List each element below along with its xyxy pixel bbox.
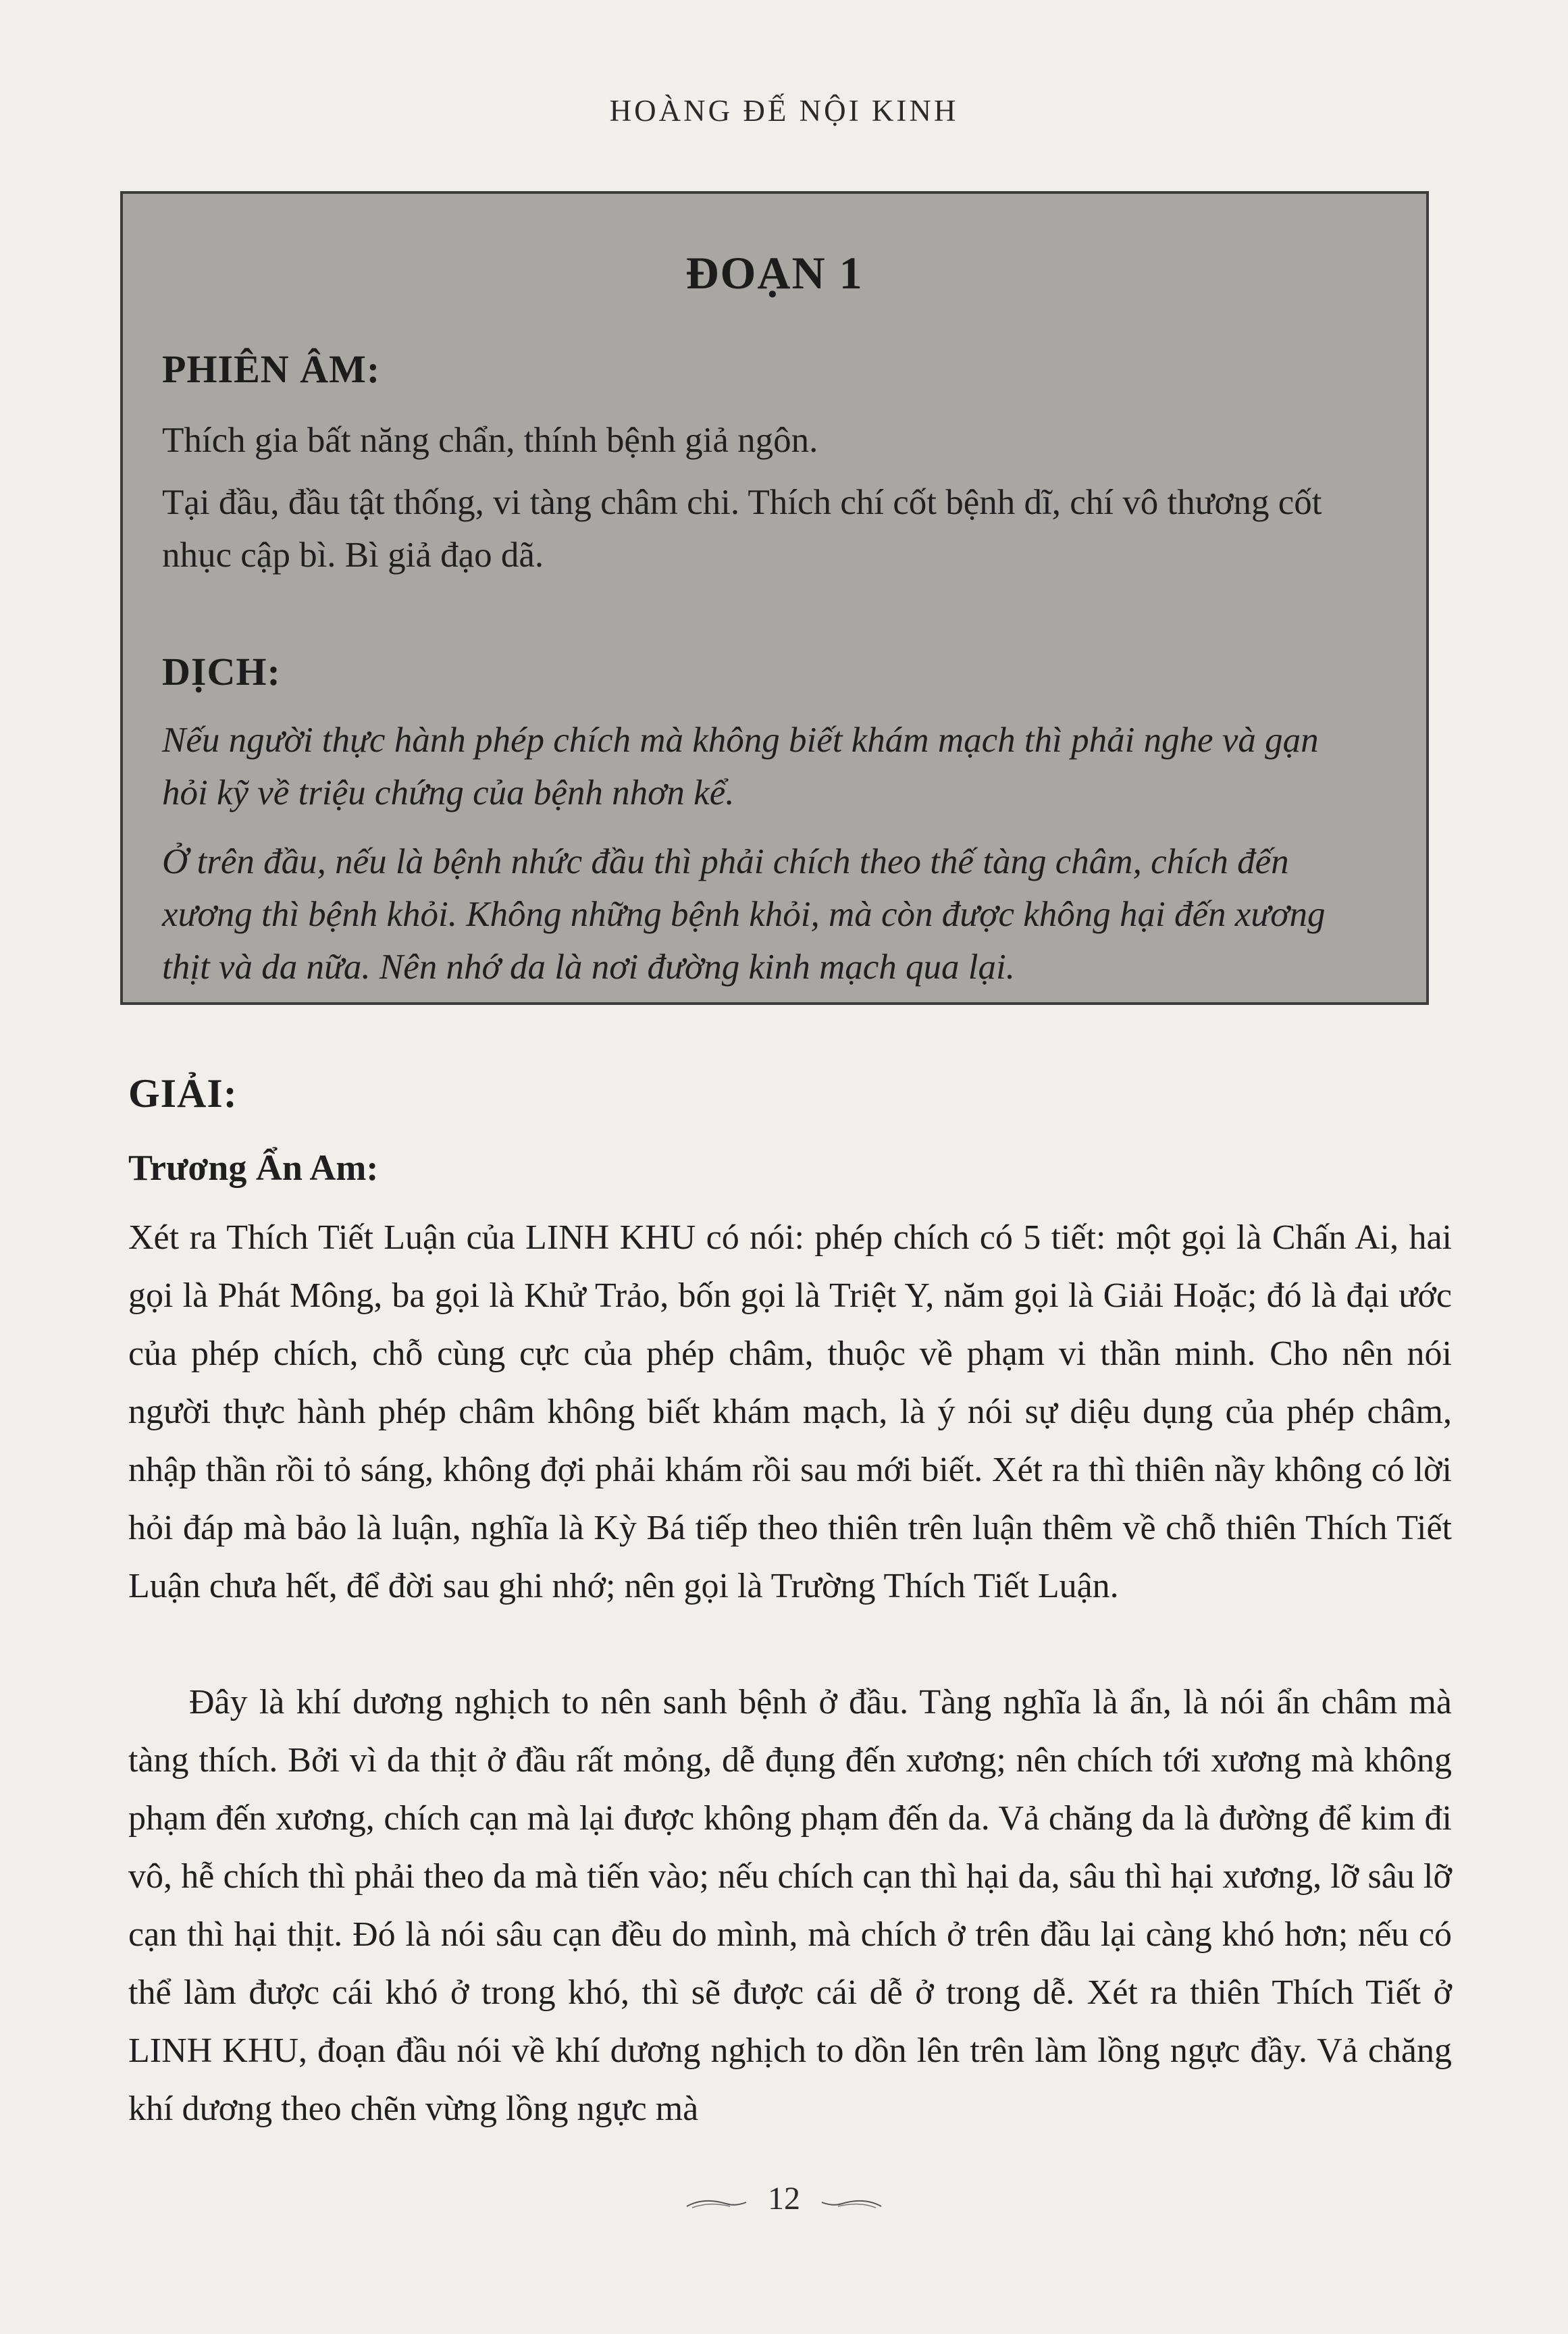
- commentary-heading: GIẢI:: [128, 1071, 238, 1116]
- commentary-paragraph-2: Đây là khí dương nghịch to nên sanh bệnh ở đầu. Tàng nghĩa là ẩn, là nói ẩn châm mà tàng thích. Bởi vì da thịt ở đầu rất mỏng, dễ đụng đến xương; nên chích tới xương mà không phạm đến xương, chích cạn mà lại được không phạm đến da. Vả chăng da là đường để kim đi vô, hễ chích thì phải theo da mà tiến vào; nếu chích cạn thì hại da, sâu thì hại xương, lỡ sâu lỡ cạn thì hại thịt. Đó là nói sâu cạn đều do mình, mà chích ở trên đầu lại càng khó hơn; nếu có thể làm được cái khó ở trong khó, thì sẽ được cái dễ ở trong dễ. Xét ra thiên Thích Tiết ở LINH KHU, đoạn đầu nói về khí dương nghịch to dồn lên trên làm lồng ngực đầy. Vả chăng khí dương theo chẽn vừng lồng ngực mà: [128, 1683, 1452, 2128]
- dich-line-1: Nếu người thực hành phép chích mà không biết khám mạch thì phải nghe và gạn hỏi kỹ về triệu chứng của bệnh nhơn kể.: [162, 721, 1319, 812]
- dich-line-2: Ở trên đầu, nếu là bệnh nhức đầu thì phải chích theo thế tàng châm, chích đến xương thì bệnh khỏi. Không những bệnh khỏi, mà còn được không hại đến xương thịt và da nữa. Nên nhớ da là nơi đường kinh mạch qua lại.: [162, 842, 1326, 987]
- dich-heading: DỊCH:: [162, 650, 281, 694]
- running-header: HOÀNG ĐẾ NỘI KINH: [609, 94, 959, 128]
- left-ornament-icon: [685, 2183, 748, 2220]
- phien-am-line-2: Tại đầu, đầu tật thống, vi tàng châm chi. Thích chí cốt bệnh dĩ, chí vô thương cốt nhục cập bì. Bì giả đạo dã.: [162, 483, 1322, 575]
- page-number: 12: [768, 2181, 800, 2216]
- phien-am-heading: PHIÊN ÂM:: [162, 347, 381, 391]
- section-title: ĐOẠN 1: [685, 247, 864, 299]
- commentary-paragraph-1: Xét ra Thích Tiết Luận của LINH KHU có nói: phép chích có 5 tiết: một gọi là Chấn Ai, hai gọi là Phát Mông, ba gọi là Khử Trảo, bốn gọi là Triệt Y, năm gọi là Giải Hoặc; đó là đại ước của phép chích, chỗ cùng cực của phép châm, thuộc về phạm vi thần minh. Cho nên nói người thực hành phép châm không biết khám mạch, là ý nói sự diệu dụng của phép châm, nhập thần rồi tỏ sáng, không đợi phải khám rồi sau mới biết. Xét ra thì thiên nầy không có lời hỏi đáp mà bảo là luận, nghĩa là Kỳ Bá tiếp theo thiên trên luận thêm về chỗ thiên Thích Tiết Luận chưa hết, để đời sau ghi nhớ; nên gọi là Trường Thích Tiết Luận.: [128, 1218, 1452, 1605]
- passage-box: [120, 191, 1429, 1005]
- phien-am-line-1: Thích gia bất năng chẩn, thính bệnh giả ngôn.: [162, 421, 818, 460]
- page-footer: [0, 2180, 1568, 2220]
- commentator-name: Trương Ẩn Am:: [128, 1147, 379, 1188]
- right-ornament-icon: [820, 2183, 883, 2220]
